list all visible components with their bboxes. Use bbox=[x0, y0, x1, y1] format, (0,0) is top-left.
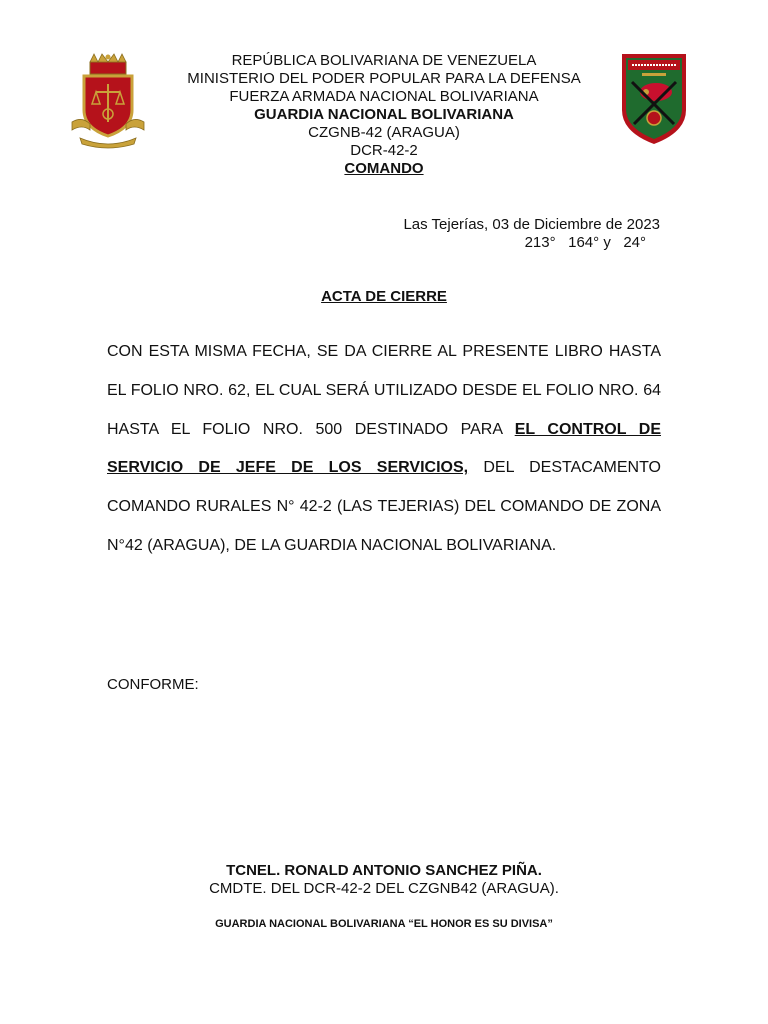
footer-motto: GUARDIA NACIONAL BOLIVARIANA “EL HONOR ES SU DIVISA” bbox=[215, 918, 553, 930]
body-emphasis: EL CONTROL DE SERVICIO DE JEFE DE LOS SERVICIOS, bbox=[107, 420, 661, 477]
header-ministry: MINISTERIO DEL PODER POPULAR PARA LA DEFENSA bbox=[187, 70, 581, 87]
place-date: Las Tejerías, 03 de Diciembre de 2023 bbox=[403, 216, 660, 233]
body-part2: DEL DESTACAMENTO COMANDO RURALES N° 42-2 (LAS TEJERIAS) DEL COMANDO DE ZONA N°42 (ARAGUA), DE LA GUARDIA NACIONAL BOLIVARIANA. bbox=[107, 459, 661, 554]
header-guard: GUARDIA NACIONAL BOLIVARIANA bbox=[254, 106, 514, 123]
signature-block bbox=[0, 862, 768, 898]
header-command: COMANDO bbox=[344, 160, 424, 177]
comando-rurales-shield-icon bbox=[620, 52, 688, 146]
header-armed-force: FUERZA ARMADA NACIONAL BOLIVARIANA bbox=[229, 88, 539, 105]
header-country: REPÚBLICA BOLIVARIANA DE VENEZUELA bbox=[231, 52, 537, 69]
document-body bbox=[107, 333, 661, 566]
letterhead bbox=[160, 52, 608, 178]
body-part1: CON ESTA MISMA FECHA, SE DA CIERRE AL PRESENTE LIBRO HASTA EL FOLIO NRO. 62, EL CUAL SERÁ UTILIZADO DESDE EL FOLIO NRO. 64 HASTA EL FOLIO NRO. 500 DESTINADO PARA bbox=[107, 343, 661, 438]
conforme-label: CONFORME: bbox=[107, 676, 199, 693]
signatory-name: TCNEL. RONALD ANTONIO SANCHEZ PIÑA. bbox=[226, 862, 542, 879]
degree-references: 213° 164° y 24° bbox=[524, 234, 646, 251]
header-zone: CZGNB-42 (ARAGUA) bbox=[308, 124, 460, 141]
document-title: ACTA DE CIERRE bbox=[321, 288, 447, 305]
signatory-position: CMDTE. DEL DCR-42-2 DEL CZGNB42 (ARAGUA). bbox=[209, 880, 559, 897]
date-block bbox=[403, 216, 660, 252]
gnb-coat-of-arms-icon bbox=[68, 52, 148, 150]
header-unit: DCR-42-2 bbox=[350, 142, 418, 159]
